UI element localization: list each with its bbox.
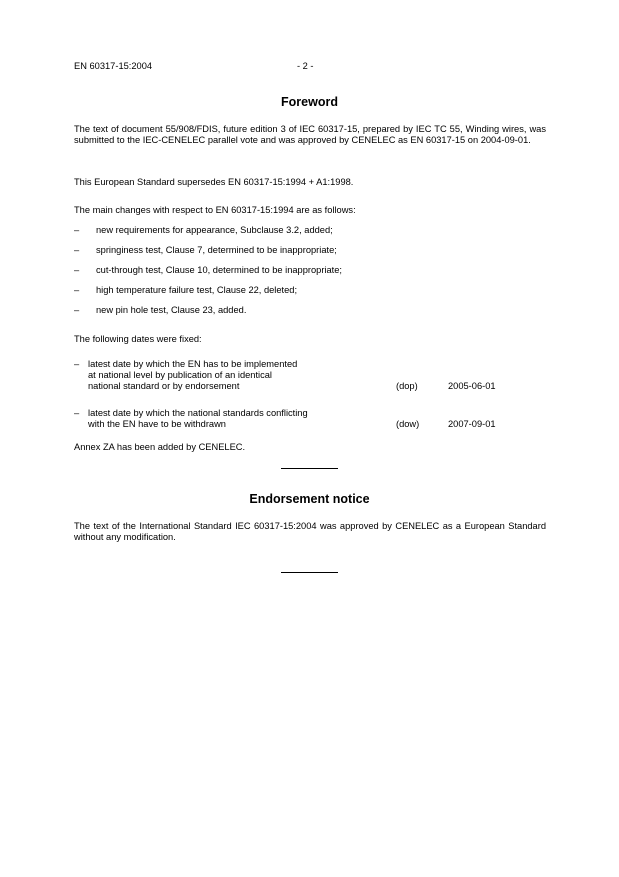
list-bullet: –: [74, 305, 80, 315]
document-id: EN 60317-15:2004: [74, 61, 153, 71]
date-item-text-line: latest date by which the EN has to be implemented: [88, 359, 298, 369]
list-item: springiness test, Clause 7, determined to be inappropriate;: [96, 245, 337, 255]
list-bullet: –: [74, 225, 80, 235]
date-item-marker: –: [74, 408, 80, 418]
foreword-paragraph-1: The text of document 55/908/FDIS, future edition 3 of IEC 60317-15, prepared by IEC TC 55, Winding wires, was submitted to the IEC-CENELEC parallel vote and was approved by CENELEC as EN 60317-15 on 2004-09-01.: [74, 124, 546, 145]
list-bullet: –: [74, 285, 80, 295]
date-value: 2007-09-01: [448, 419, 496, 429]
annex-note: Annex ZA has been added by CENELEC.: [74, 442, 246, 452]
foreword-paragraph-3: The main changes with respect to EN 60317-15:1994 are as follows:: [74, 205, 356, 215]
foreword-heading: Foreword: [281, 95, 338, 109]
date-item-text-line: national standard or by endorsement: [88, 381, 240, 391]
page-number: - 2 -: [297, 61, 314, 71]
date-item-text-line: at national level by publication of an identical: [88, 370, 272, 380]
date-abbreviation: (dop): [396, 381, 418, 391]
foreword-paragraph-4: The following dates were fixed:: [74, 334, 202, 344]
list-bullet: –: [74, 265, 80, 275]
endorsement-paragraph: The text of the International Standard IEC 60317-15:2004 was approved by CENELEC as a European Standard without any modification.: [74, 521, 546, 542]
foreword-paragraph-2: This European Standard supersedes EN 60317-15:1994 + A1:1998.: [74, 177, 354, 187]
list-item: new requirements for appearance, Subclause 3.2, added;: [96, 225, 333, 235]
section-divider: [281, 468, 338, 469]
date-item-text-line: latest date by which the national standards conflicting: [88, 408, 308, 418]
date-item-marker: –: [74, 359, 80, 369]
list-item: cut-through test, Clause 10, determined to be inappropriate;: [96, 265, 342, 275]
date-abbreviation: (dow): [396, 419, 420, 429]
endorsement-heading: Endorsement notice: [249, 492, 370, 506]
date-value: 2005-06-01: [448, 381, 496, 391]
list-item: new pin hole test, Clause 23, added.: [96, 305, 247, 315]
section-divider: [281, 572, 338, 573]
date-item-text-line: with the EN have to be withdrawn: [88, 419, 226, 429]
list-item: high temperature failure test, Clause 22, deleted;: [96, 285, 298, 295]
list-bullet: –: [74, 245, 80, 255]
